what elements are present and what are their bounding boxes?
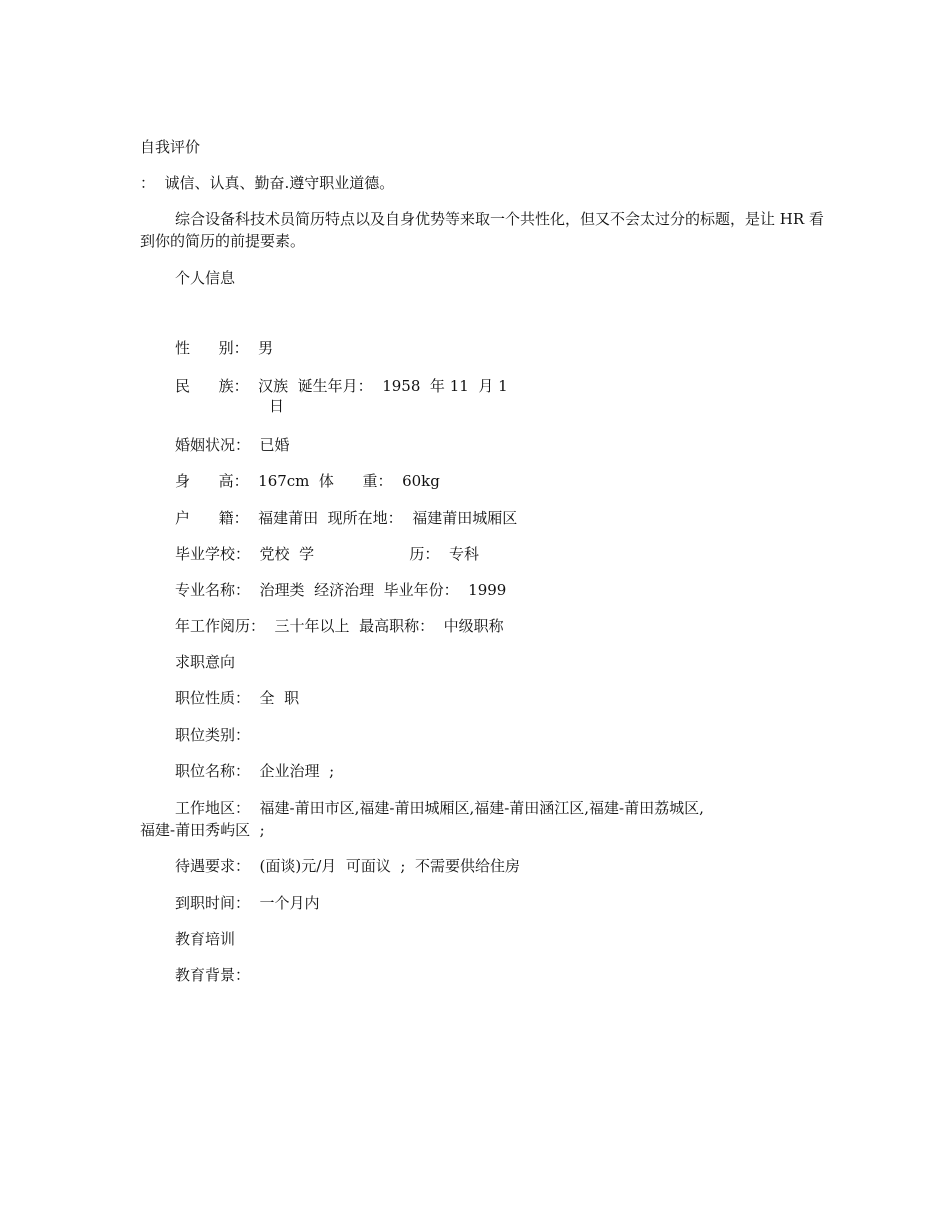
- gender-row: 性 别： 男: [175, 339, 274, 357]
- ethnicity-row: 民 族： 汉族 诞生年月： 1958 年 11 月 1: [175, 377, 508, 395]
- job-nature-row: 职位性质： 全 职: [175, 689, 300, 707]
- work-area-row-cont: 福建-莆田秀屿区 ;: [140, 821, 265, 839]
- education-heading: 教育培训: [175, 930, 236, 948]
- hukou-row: 户 籍： 福建莆田 现所在地： 福建莆田城厢区: [175, 509, 518, 527]
- job-title-row: 职位名称： 企业治理 ;: [175, 762, 335, 780]
- self-eval-heading: 自我评价: [140, 138, 201, 156]
- work-area-row: 工作地区： 福建-莆田市区,福建-莆田城厢区,福建-莆田涵江区,福建-莆田荔城区,: [175, 799, 704, 817]
- self-eval-text: ： 诚信、认真、勤奋.遵守职业道德。: [140, 174, 395, 192]
- job-intent-heading: 求职意向: [175, 653, 236, 671]
- job-category-row: 职位类别：: [175, 726, 251, 744]
- school-row: 毕业学校： 党校 学 历： 专科: [175, 545, 479, 563]
- height-weight-row: 身 高： 167cm 体 重： 60kg: [175, 472, 440, 490]
- salary-row: 待遇要求： (面谈)元/月 可面议 ; 不需要供给住房: [175, 857, 520, 875]
- start-time-row: 到职时间： 一个月内: [175, 894, 320, 912]
- major-row: 专业名称： 治理类 经济治理 毕业年份： 1999: [175, 581, 507, 599]
- marital-row: 婚姻状况： 已婚: [175, 436, 290, 454]
- personal-info-heading: 个人信息: [175, 269, 236, 287]
- education-background-row: 教育背景：: [175, 966, 251, 984]
- ethnicity-row-cont: 日: [269, 397, 285, 415]
- work-years-row: 年工作阅历： 三十年以上 最高职称： 中级职称: [175, 617, 504, 635]
- intro-paragraph: 综合设备科技术员简历特点以及自身优势等来取一个共性化，但又不会太过分的标题，是让 HR 看到你的简历的前提要素。: [140, 210, 824, 250]
